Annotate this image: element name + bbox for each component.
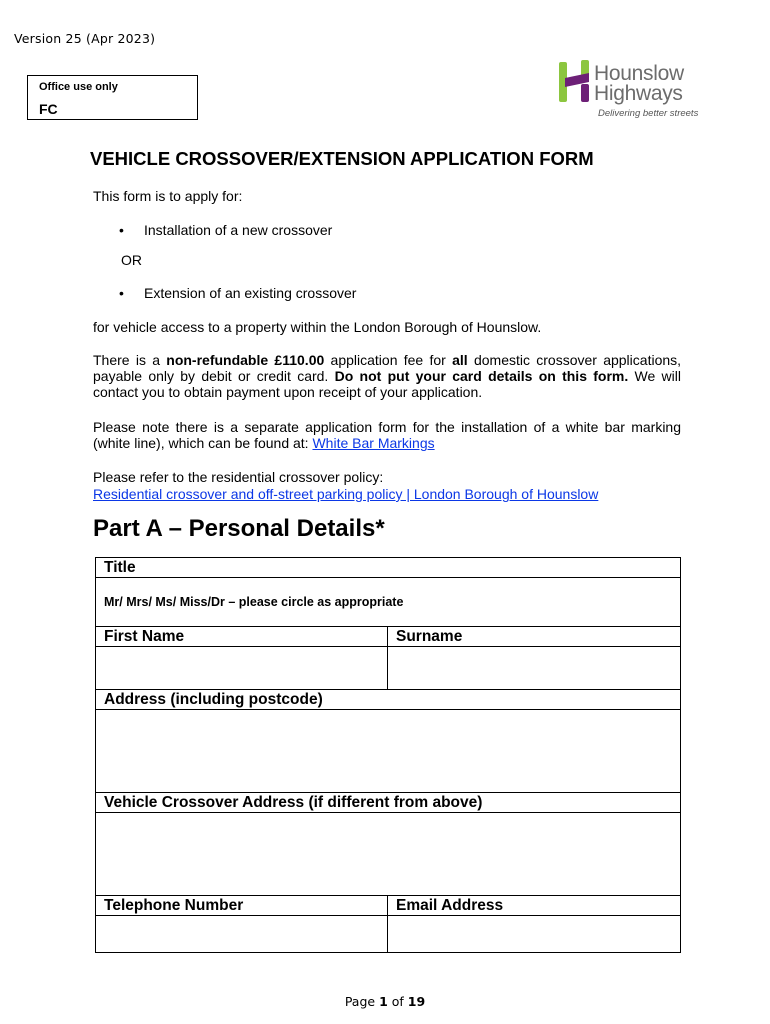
personal-details-table	[95, 557, 681, 953]
white-bar-link[interactable]: White Bar Markings	[312, 435, 435, 451]
card-warning: Do not put your card details on this form.	[334, 368, 629, 384]
fee-paragraph	[93, 352, 681, 400]
title-label: Title	[96, 558, 681, 578]
email-field[interactable]	[388, 916, 681, 953]
page-footer	[0, 994, 770, 1009]
page-number: 1	[379, 994, 388, 1009]
telephone-label: Telephone Number	[96, 896, 388, 916]
page-prefix: Page	[344, 994, 380, 1009]
option-extension: Extension of an existing crossover	[144, 285, 357, 301]
office-use-code: FC	[39, 101, 58, 117]
office-use-label: Office use only	[39, 81, 118, 93]
email-label: Email Address	[388, 896, 681, 916]
logo-tagline: Delivering better streets	[598, 108, 699, 119]
bullet-icon: •	[119, 285, 124, 301]
page-of: of	[387, 994, 408, 1009]
first-name-label: First Name	[96, 627, 388, 647]
logo-word-highways: Highways	[594, 82, 683, 105]
part-a-title: Part A – Personal Details*	[93, 515, 385, 542]
telephone-field[interactable]	[96, 916, 388, 953]
fee-amount: non-refundable £110.00	[166, 352, 325, 368]
policy-text: Please refer to the residential crossover policy:	[93, 469, 384, 485]
surname-field[interactable]	[388, 647, 681, 690]
policy-link-wrap	[93, 486, 598, 502]
page-total: 19	[407, 994, 426, 1009]
address-field[interactable]	[96, 710, 681, 793]
hounslow-highways-logo	[556, 58, 701, 122]
intro-text: This form is to apply for:	[93, 188, 243, 204]
fee-text: We will contact you to obtain payment upon receipt of your application.	[93, 368, 682, 400]
fee-text: domestic crossover applications, payable only by debit or credit card.	[93, 352, 682, 384]
form-title: VEHICLE CROSSOVER/EXTENSION APPLICATION FORM	[90, 148, 594, 169]
logo-word-hounslow: Hounslow	[594, 62, 684, 85]
title-options[interactable]: Mr/ Mrs/ Ms/ Miss/Dr – please circle as appropriate	[96, 578, 681, 627]
option-or: OR	[121, 252, 142, 268]
version-label: Version 25 (Apr 2023)	[14, 31, 156, 46]
policy-link[interactable]: Residential crossover and off-street parking policy | London Borough of Hounslow	[93, 486, 599, 502]
surname-label: Surname	[388, 627, 681, 647]
crossover-address-label: Vehicle Crossover Address (if different from above)	[96, 793, 681, 813]
fee-text: application fee for	[324, 352, 453, 368]
office-use-box	[27, 75, 198, 120]
white-bar-text: Please note there is a separate application form for the installation of a white bar marking (white line), which can be found at:	[93, 419, 681, 451]
bullet-icon: •	[119, 222, 124, 238]
purpose-text: for vehicle access to a property within the London Borough of Hounslow.	[93, 319, 542, 335]
white-bar-paragraph	[93, 419, 681, 451]
first-name-field[interactable]	[96, 647, 388, 690]
fee-all: all	[452, 352, 468, 368]
logo-h-icon	[556, 60, 594, 104]
crossover-address-field[interactable]	[96, 813, 681, 896]
option-new-crossover: Installation of a new crossover	[144, 222, 333, 238]
fee-text: There is a	[93, 352, 167, 368]
address-label: Address (including postcode)	[96, 690, 681, 710]
